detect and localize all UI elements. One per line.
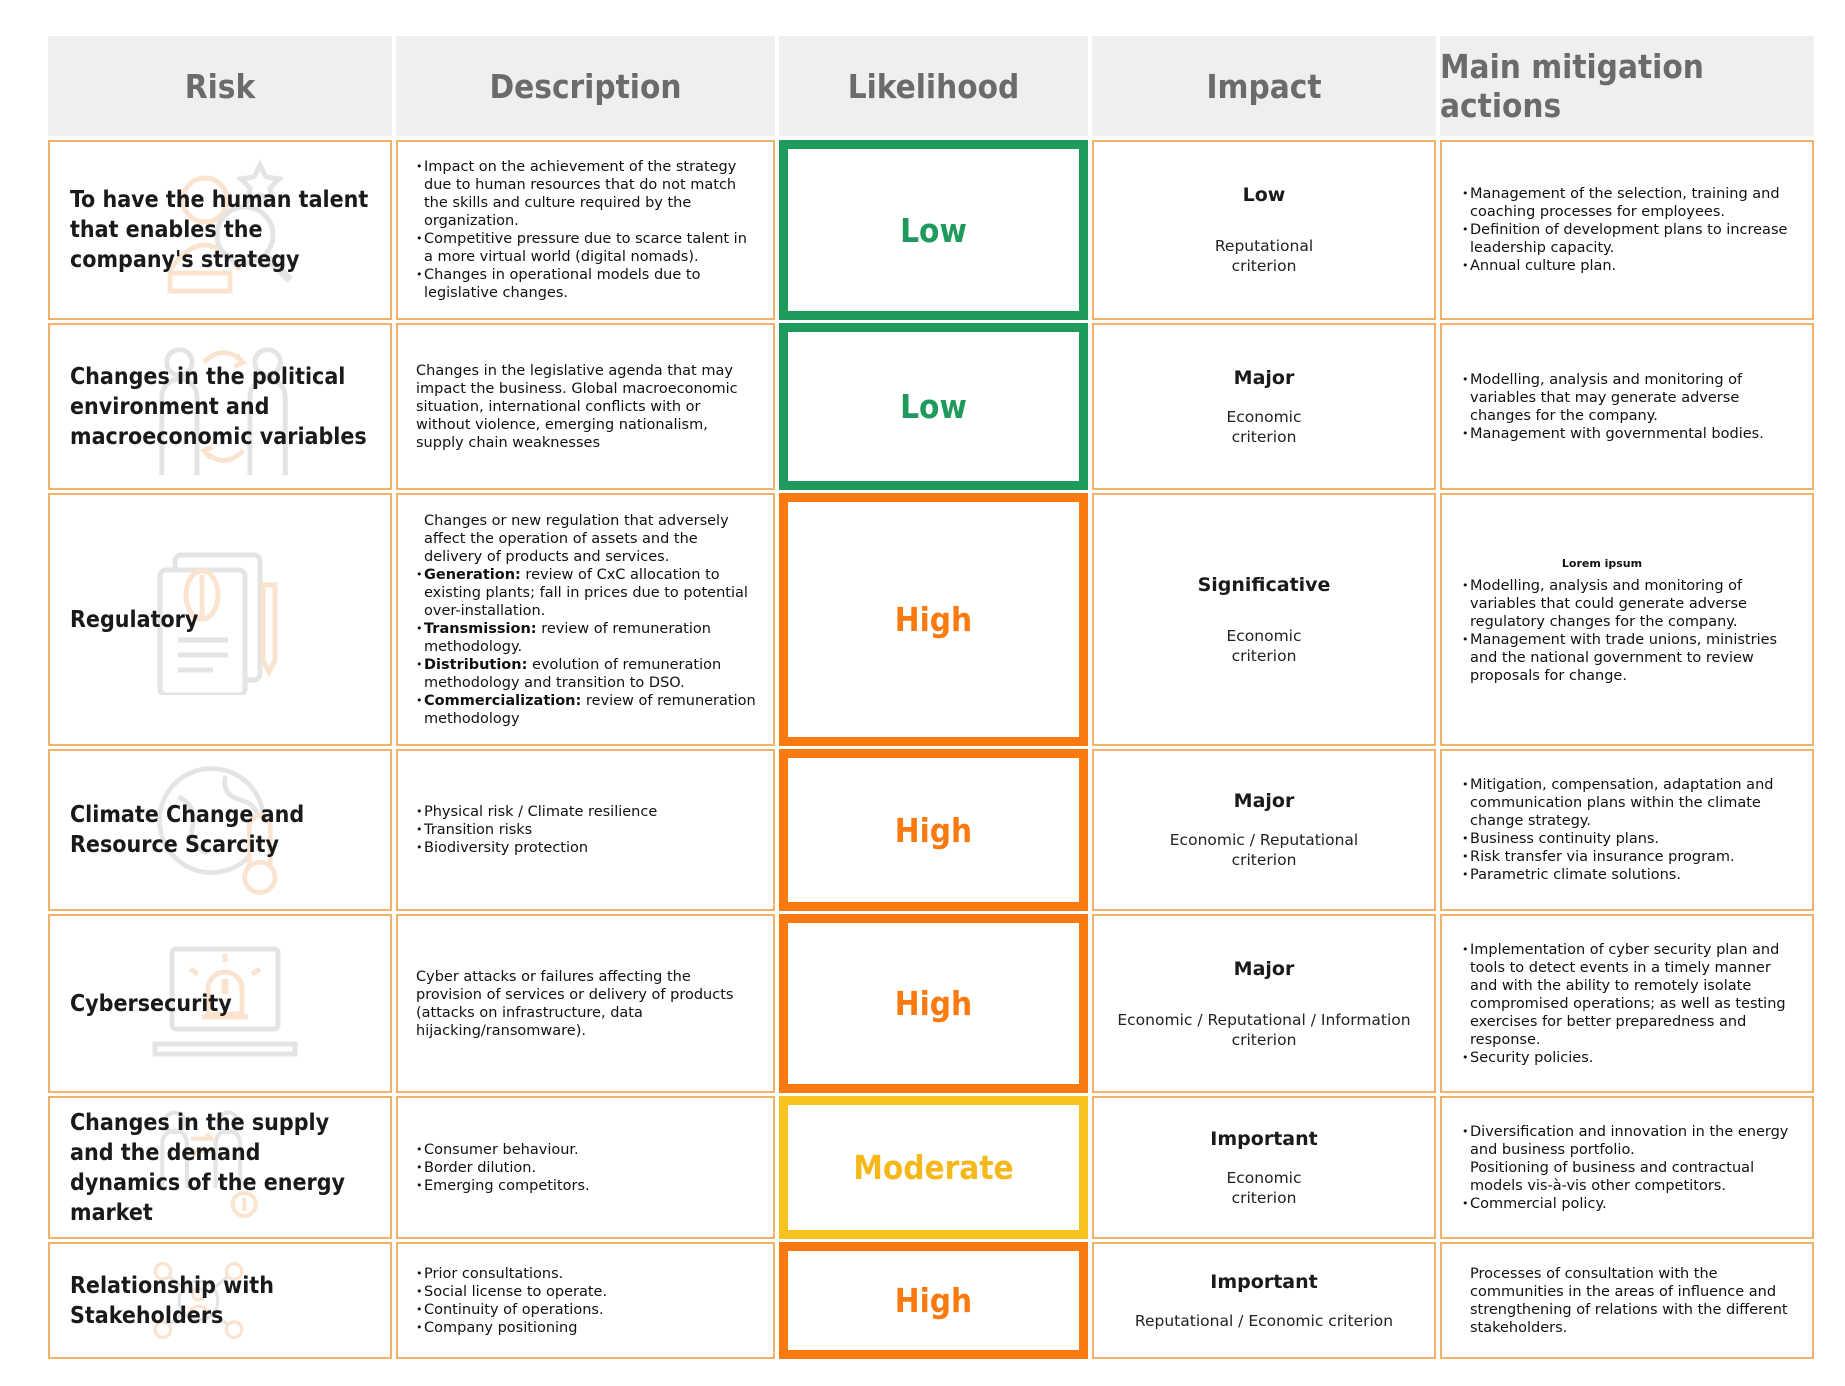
item-text: evolution of remuneration methodology and transition to DSO. <box>424 656 722 691</box>
mitigation-text <box>1462 941 1802 1067</box>
list-item <box>1462 1159 1802 1195</box>
bullet-list <box>416 158 759 302</box>
bold-term: Commercialization: <box>424 692 582 709</box>
mitigation-cell <box>1440 1096 1814 1239</box>
impact-level: Major <box>1233 366 1295 389</box>
impact-criterion: Reputational / Economic criterion <box>1134 1311 1394 1330</box>
list-item <box>1462 1265 1802 1337</box>
item-text: review of CxC allocation to existing plants; fall in prices due to potential over-installation. <box>424 566 748 619</box>
item-text: Modelling, analysis and monitoring of variables that could generate adverse regulatory changes for the company. <box>1470 577 1747 630</box>
list-item <box>416 692 759 728</box>
list-item <box>1462 185 1802 221</box>
bullet-list <box>416 512 759 728</box>
item-text: Physical risk / Climate resilience <box>424 804 658 820</box>
bullet-list <box>1462 1123 1802 1213</box>
bullet-list <box>1462 941 1802 1067</box>
impact-cell <box>1092 493 1436 746</box>
likelihood-badge: High <box>779 749 1088 911</box>
item-text: Competitive pressure due to scarce talent in a more virtual world (digital nomads). <box>424 231 747 265</box>
list-item <box>416 230 759 266</box>
item-text: Changes or new regulation that adversely affect the operation of assets and the delivery of products and services. <box>424 512 729 565</box>
mitigation-text <box>1462 1265 1802 1337</box>
column-header-mitigation: Main mitigation actions <box>1440 36 1814 136</box>
impact-criterion: Economic criterion <box>1226 626 1302 665</box>
risk-cell <box>48 914 392 1093</box>
item-text: Social license to operate. <box>424 1283 608 1300</box>
list-item <box>416 158 759 230</box>
item-text: review of remuneration methodology. <box>424 620 711 655</box>
mitigation-note: Lorem ipsum <box>1561 556 1643 570</box>
risk-title: Climate Change and Resource Scarcity <box>70 802 305 858</box>
item-text: review of remuneration methodology <box>424 692 756 727</box>
description-text <box>416 968 759 1040</box>
description-cell <box>396 323 775 490</box>
impact-cell <box>1092 914 1436 1093</box>
list-item <box>416 1159 590 1177</box>
description-text <box>416 803 657 857</box>
item-text: Diversification and innovation in the energy and business portfolio. <box>1470 1123 1789 1158</box>
mitigation-text <box>1462 776 1802 884</box>
impact-cell <box>1092 1242 1436 1359</box>
item-text: Parametric climate solutions. <box>1470 867 1681 883</box>
list-item <box>1462 866 1802 884</box>
risk-cell <box>48 493 392 746</box>
likelihood-badge: Low <box>779 323 1088 490</box>
description-paragraph: Cyber attacks or failures affecting the provision of services or delivery of products (attacks on infrastructure, data hijacking/ransomware). <box>416 968 734 1039</box>
bold-term: Distribution: <box>424 656 528 673</box>
item-text: Business continuity plans. <box>1470 831 1660 847</box>
item-text: Processes of consultation with the communities in the areas of influence and strengthening of relations with the different stakeholders. <box>1470 1265 1788 1336</box>
impact-level: Important <box>1210 1270 1318 1293</box>
mitigation-cell <box>1440 323 1814 490</box>
list-item <box>416 839 657 857</box>
impact-level: Low <box>1242 184 1286 206</box>
impact-criterion: Economic criterion <box>1226 407 1302 446</box>
impact-level: Major <box>1233 957 1295 980</box>
description-text <box>416 158 759 302</box>
item-text: Changes in operational models due to legislative changes. <box>424 267 701 301</box>
mitigation-cell <box>1440 1242 1814 1359</box>
item-text: Definition of development plans to increase leadership capacity. <box>1470 222 1788 256</box>
description-cell <box>396 140 775 320</box>
list-item <box>1462 1195 1802 1213</box>
item-text: Mitigation, compensation, adaptation and communication plans within the climate change strategy. <box>1470 777 1774 829</box>
description-text <box>416 362 759 452</box>
list-item <box>1462 577 1802 631</box>
list-item <box>416 566 759 620</box>
list-item <box>1462 830 1802 848</box>
column-header-description: Description <box>396 36 775 136</box>
impact-level: Important <box>1210 1127 1318 1150</box>
impact-criterion: Economic / Reputational / Information criterion <box>1117 1010 1411 1049</box>
list-item <box>416 266 759 302</box>
bullet-list <box>416 803 657 857</box>
risk-cell <box>48 140 392 320</box>
mitigation-cell <box>1440 140 1814 320</box>
list-item <box>1462 1123 1802 1159</box>
item-text: Implementation of cyber security plan and tools to detect events in a timely manner and with the ability to remotely isolate compromised operations; as well as testing exercises for better preparedness and response. <box>1470 941 1786 1048</box>
likelihood-badge: High <box>779 1242 1088 1359</box>
bullet-list <box>1462 1265 1802 1337</box>
column-header-risk: Risk <box>48 36 392 136</box>
item-text: Impact on the achievement of the strategy due to human resources that do not match the skills and culture required by the organization. <box>424 159 737 229</box>
list-item <box>416 1265 607 1283</box>
mitigation-text <box>1462 371 1802 443</box>
list-item <box>416 656 759 692</box>
description-cell <box>396 749 775 911</box>
item-text: Prior consultations. <box>424 1265 564 1282</box>
bullet-list <box>416 1265 607 1337</box>
risk-cell <box>48 1096 392 1239</box>
item-text: Transition risks <box>424 822 533 838</box>
impact-cell <box>1092 749 1436 911</box>
item-text: Consumer behaviour. <box>424 1141 579 1158</box>
list-item <box>416 1319 607 1337</box>
mitigation-text <box>1462 555 1802 685</box>
item-text: Continuity of operations. <box>424 1301 604 1318</box>
item-text: Positioning of business and contractual models vis-à-vis other competitors. <box>1470 1159 1755 1194</box>
list-item <box>1462 941 1802 1049</box>
risk-title: To have the human talent that enables the company's strategy <box>70 187 369 273</box>
bullet-list <box>1462 776 1802 884</box>
mitigation-cell <box>1440 914 1814 1093</box>
likelihood-badge: Low <box>779 140 1088 320</box>
bullet-list <box>416 1141 590 1195</box>
item-text: Risk transfer via insurance program. <box>1470 849 1735 865</box>
item-text: Biodiversity protection <box>424 840 589 856</box>
impact-criterion: Economic criterion <box>1226 1168 1302 1207</box>
bullet-list <box>1462 371 1802 443</box>
list-item <box>1462 848 1802 866</box>
description-cell <box>396 1242 775 1359</box>
likelihood-badge: High <box>779 914 1088 1093</box>
list-item <box>1462 1049 1802 1067</box>
impact-cell <box>1092 1096 1436 1239</box>
item-text: Management of the selection, training and coaching processes for employees. <box>1470 186 1780 220</box>
description-paragraph: Changes in the legislative agenda that may impact the business. Global macroeconomic situation, international conflicts with or without violence, emerging nationalism, supply chain weaknesses <box>416 362 738 451</box>
item-text: Company positioning <box>424 1319 578 1336</box>
item-text: Commercial policy. <box>1470 1195 1607 1212</box>
list-item <box>1462 425 1802 443</box>
item-text: Border dilution. <box>424 1159 537 1176</box>
impact-criterion: Reputational criterion <box>1214 237 1314 275</box>
risk-cell <box>48 323 392 490</box>
item-text: Modelling, analysis and monitoring of variables that may generate adverse changes for the company. <box>1470 371 1743 424</box>
impact-level: Major <box>1233 790 1295 812</box>
list-item <box>1462 371 1802 425</box>
bold-term: Transmission: <box>424 620 537 637</box>
risk-cell <box>48 1242 392 1359</box>
risk-title: Changes in the political environment and macroeconomic variables <box>70 363 367 450</box>
description-text <box>416 1265 607 1337</box>
list-item <box>416 1301 607 1319</box>
risk-title: Relationship with Stakeholders <box>70 1272 274 1329</box>
likelihood-badge: Moderate <box>779 1096 1088 1239</box>
list-item <box>416 821 657 839</box>
list-item <box>416 512 759 566</box>
impact-level: Significative <box>1197 573 1331 596</box>
risk-cell <box>48 749 392 911</box>
list-item <box>416 620 759 656</box>
list-item <box>416 1141 590 1159</box>
description-cell <box>396 1096 775 1239</box>
risk-title: Cybersecurity <box>70 990 232 1017</box>
mitigation-text <box>1462 185 1802 275</box>
list-item <box>416 1283 607 1301</box>
item-text: Management with trade unions, ministries and the national government to review proposals for change. <box>1470 631 1778 684</box>
bullet-list <box>1462 577 1802 685</box>
impact-criterion: Economic / Reputational criterion <box>1169 831 1359 869</box>
item-text: Emerging competitors. <box>424 1177 590 1194</box>
impact-cell <box>1092 323 1436 490</box>
mitigation-cell <box>1440 493 1814 746</box>
description-text <box>416 1141 590 1195</box>
mitigation-cell <box>1440 749 1814 911</box>
risk-title: Changes in the supply and the demand dynamics of the energy market <box>70 1109 346 1226</box>
list-item <box>1462 631 1802 685</box>
risk-title: Regulatory <box>70 606 199 633</box>
impact-cell <box>1092 140 1436 320</box>
list-item <box>416 1177 590 1195</box>
list-item <box>416 803 657 821</box>
column-header-likelihood: Likelihood <box>779 36 1088 136</box>
bold-term: Generation: <box>424 566 521 583</box>
list-item <box>1462 221 1802 257</box>
likelihood-badge: High <box>779 493 1088 746</box>
description-text <box>416 512 759 728</box>
item-text: Security policies. <box>1470 1049 1594 1066</box>
list-item <box>1462 257 1802 275</box>
bullet-list <box>1462 185 1802 275</box>
column-header-impact: Impact <box>1092 36 1436 136</box>
description-cell <box>396 493 775 746</box>
mitigation-text <box>1462 1123 1802 1213</box>
item-text: Management with governmental bodies. <box>1470 425 1764 442</box>
list-item <box>1462 776 1802 830</box>
description-cell <box>396 914 775 1093</box>
item-text: Annual culture plan. <box>1470 258 1617 274</box>
